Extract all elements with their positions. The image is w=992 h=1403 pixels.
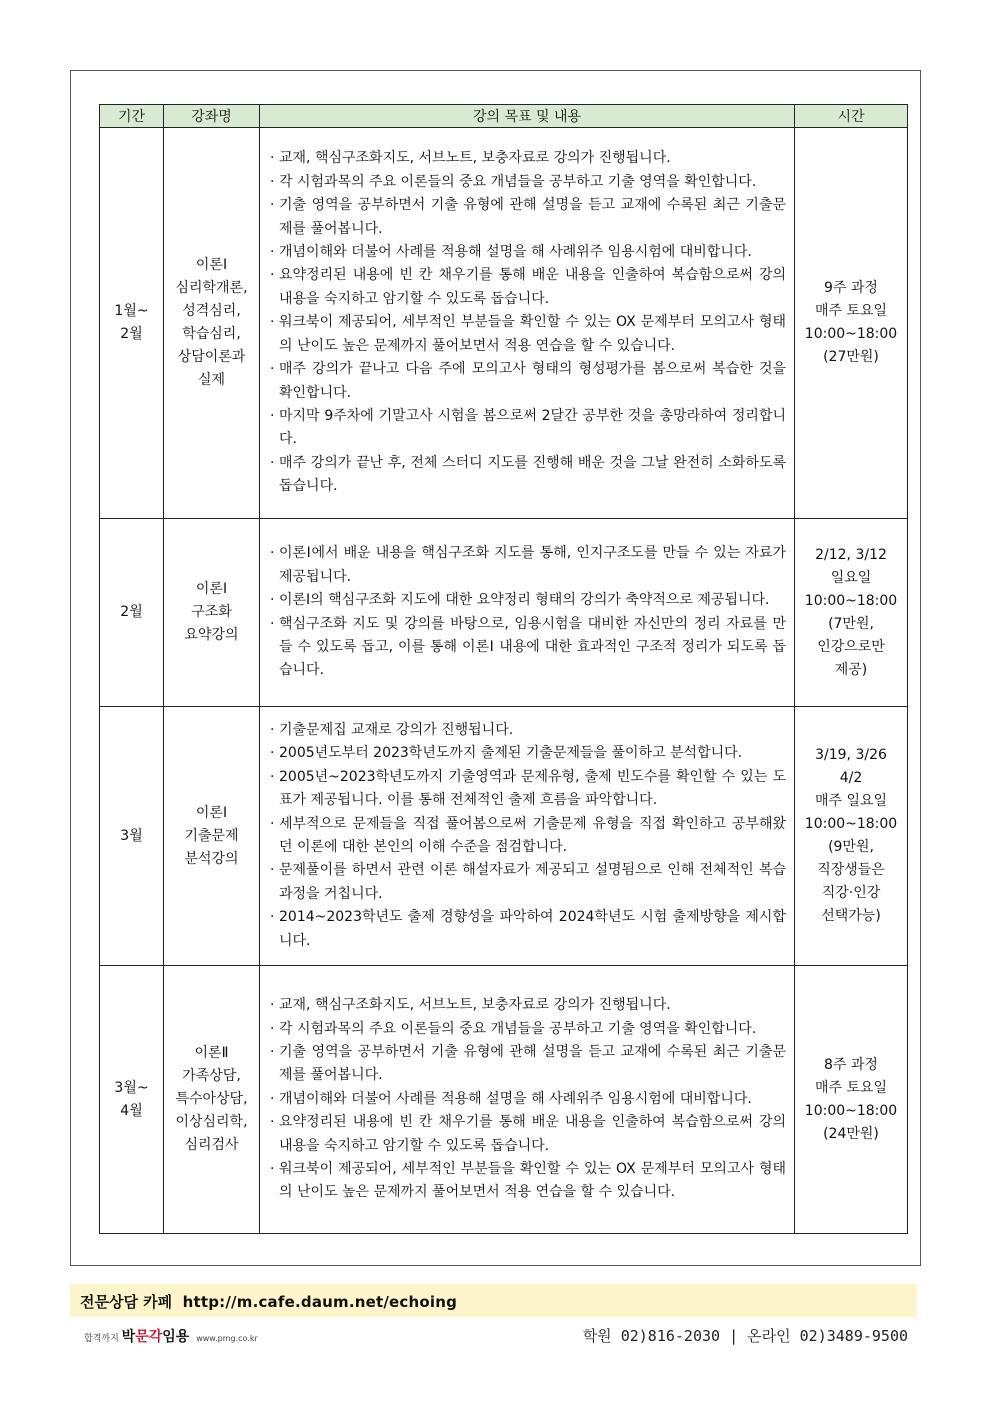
list-item: · 문제풀이를 하면서 관련 이론 해설자료가 제공되고 설명됨으로 인해 전체적인 복습과정을 거칩니다.: [270, 859, 786, 906]
time-text: 제공): [834, 661, 868, 678]
period-text: 3월~: [114, 1079, 149, 1096]
course-cell: [164, 966, 260, 1234]
time-cell: [795, 966, 908, 1234]
course-cell: [164, 707, 260, 966]
period-text: 4월: [120, 1102, 143, 1119]
content-cell: [260, 519, 795, 707]
course-text: 상담이론과: [177, 349, 246, 365]
course-text: 요약강의: [184, 627, 239, 643]
course-text: 이상심리학,: [175, 1114, 248, 1130]
list-item: · 교재, 핵심구조화지도, 서브노트, 보충자료로 강의가 진행됩니다.: [270, 994, 786, 1017]
list-item: · 각 시험과목의 주요 이론들의 중요 개념들을 공부하고 기출 영역을 확인합니다.: [270, 171, 786, 194]
course-text: 가족상담,: [182, 1068, 241, 1084]
time-text: 8주 과정: [824, 1056, 878, 1073]
brand-prefix: 합격까지: [84, 1334, 119, 1344]
list-item: · 기출문제집 교재로 강의가 진행됩니다.: [270, 719, 786, 742]
list-item: · 이론Ⅰ의 핵심구조화 지도에 대한 요약정리 형태의 강의가 축약적으로 제공됩니다.: [270, 589, 786, 612]
content-list: [270, 542, 786, 682]
content-cell: [260, 966, 795, 1234]
table-row: [100, 128, 908, 519]
list-item: · 2014~2023학년도 출제 경향성을 파악하여 2024학년도 시험 출제방향을 제시합니다.: [270, 906, 786, 953]
header-period: 기간: [100, 105, 164, 128]
course-text: 기출문제: [184, 827, 239, 844]
content-list: [270, 719, 786, 953]
list-item: · 교재, 핵심구조화지도, 서브노트, 보충자료로 강의가 진행됩니다.: [270, 147, 786, 170]
time-text: (27만원): [823, 349, 879, 365]
contact-numbers: 학원 02)816-2030 | 온라인 02)3489-9500: [582, 1327, 908, 1345]
time-cell: [795, 519, 908, 707]
course-text: 성격심리,: [182, 303, 241, 319]
list-item: · 기출 영역을 공부하면서 기출 유형에 관해 설명을 듣고 교재에 수록된 최근 기출문제를 풀어봅니다.: [270, 1041, 786, 1088]
time-text: 3/19, 3/26: [815, 747, 887, 763]
course-cell: [164, 128, 260, 519]
time-text: 10:00~18:00: [804, 1102, 898, 1119]
list-item: · 워크북이 제공되어, 세부적인 부분들을 확인할 수 있는 OX 문제부터 모의고사 형태의 난이도 높은 문제까지 풀어보면서 적용 연습을 할 수 있습니다.: [270, 311, 786, 358]
period-cell: [100, 707, 164, 966]
header-time: 시간: [795, 105, 908, 128]
list-item: · 각 시험과목의 주요 이론들의 중요 개념들을 공부하고 기출 영역을 확인합니다.: [270, 1018, 786, 1041]
table-row: [100, 519, 908, 707]
time-text: 매주 토요일: [814, 1079, 888, 1096]
list-item: · 2005년도부터 2023학년도까지 출제된 기출문제들을 풀이하고 분석합니다.: [270, 742, 786, 765]
cafe-link[interactable]: http://m.cafe.daum.net/echoing: [182, 1293, 458, 1311]
time-text: 직장생들은: [817, 862, 885, 878]
time-text: (24만원): [823, 1125, 879, 1142]
list-item: · 핵심구조화 지도 및 강의를 바탕으로, 임용시험을 대비한 자신만의 정리 자료를 만들 수 있도록 돕고, 이를 통해 이론Ⅰ 내용에 대한 효과적인 구조적 정리가 되도록 돕습니다.: [270, 613, 786, 683]
content-list: [270, 994, 786, 1205]
course-cell: [164, 519, 260, 707]
content-cell: [260, 128, 795, 519]
list-item: · 마지막 9주차에 기말고사 시험을 봄으로써 2달간 공부한 것을 총망라하여 정리합니다.: [270, 405, 786, 452]
period-text: 1월~: [114, 303, 149, 319]
content-cell: [260, 707, 795, 966]
table-row: [100, 966, 908, 1234]
time-text: 9주 과정: [824, 280, 878, 296]
list-item: · 개념이해와 더불어 사례를 적용해 설명을 해 사례위주 임용시험에 대비합니다.: [270, 1088, 786, 1111]
course-text: 심리학개론,: [175, 280, 248, 296]
list-item: · 세부적으로 문제들을 직접 풀어봄으로써 기출문제 유형을 직접 확인하고 공부해왔던 이론에 대한 본인의 이해 수준을 점검합니다.: [270, 813, 786, 860]
course-schedule-table: [99, 104, 908, 1234]
header-course: 강좌명: [164, 105, 260, 128]
period-text: 3월: [120, 827, 143, 844]
list-item: · 2005년~2023학년도까지 기출영역과 문제유형, 출제 빈도수를 확인할 수 있는 도표가 제공됩니다. 이를 통해 전체적인 출제 흐름을 파악합니다.: [270, 766, 786, 813]
course-text: 이론Ⅱ: [194, 1045, 229, 1061]
time-text: 선택가능): [821, 908, 881, 924]
brand-site: www.pmg.co.kr: [196, 1334, 258, 1343]
time-text: 매주 일요일: [814, 793, 888, 809]
time-text: 2/12, 3/12: [815, 546, 887, 563]
course-text: 심리검사: [184, 1137, 239, 1153]
time-text: 직강·인강: [821, 885, 881, 901]
time-text: 10:00~18:00: [804, 592, 898, 609]
course-text: 이론Ⅰ: [195, 804, 228, 821]
course-text: 분석강의: [184, 850, 239, 867]
time-text: 10:00~18:00: [804, 326, 898, 342]
list-item: · 요약정리된 내용에 빈 칸 채우기를 통해 배운 내용을 인출하여 복습함으로써 강의 내용을 숙지하고 암기할 수 있도록 돕습니다.: [270, 264, 786, 311]
table-header-row: [100, 105, 908, 128]
list-item: · 매주 강의가 끝나고 다음 주에 모의고사 형태의 형성평가를 봄으로써 복습한 것을 확인합니다.: [270, 358, 786, 405]
cafe-label: 전문상담 카페: [80, 1293, 173, 1311]
course-text: 이론Ⅰ: [195, 257, 228, 273]
time-text: (7만원,: [828, 615, 874, 632]
time-text: 10:00~18:00: [804, 816, 898, 832]
course-text: 실제: [197, 372, 226, 388]
course-text: 구조화: [191, 604, 232, 620]
list-item: · 워크북이 제공되어, 세부적인 부분들을 확인할 수 있는 OX 문제부터 모의고사 형태의 난이도 높은 문제까지 풀어보면서 적용 연습을 할 수 있습니다.: [270, 1158, 786, 1205]
time-text: 매주 토요일: [814, 303, 888, 319]
period-cell: [100, 128, 164, 519]
time-cell: [795, 128, 908, 519]
period-cell: [100, 519, 164, 707]
time-text: 일요일: [830, 569, 872, 586]
time-text: (9만원,: [828, 839, 874, 855]
table-row: [100, 707, 908, 966]
list-item: · 매주 강의가 끝난 후, 전체 스터디 지도를 진행해 배운 것을 그날 완전히 소화하도록 돕습니다.: [270, 452, 786, 499]
list-item: · 개념이해와 더불어 사례를 적용해 설명을 해 사례위주 임용시험에 대비합니다.: [270, 241, 786, 264]
cafe-banner: [70, 1284, 917, 1317]
header-content: 강의 목표 및 내용: [260, 105, 795, 128]
period-text: 2월: [120, 326, 143, 342]
time-text: 4/2: [839, 770, 863, 786]
course-text: 학습심리,: [182, 326, 241, 342]
time-text: 인강으로만: [817, 638, 885, 655]
content-list: [270, 147, 786, 498]
brand-logo: 합격까지 박문각임용 www.pmg.co.kr: [84, 1329, 258, 1345]
course-text: 이론Ⅰ: [195, 581, 228, 597]
time-cell: [795, 707, 908, 966]
list-item: · 기출 영역을 공부하면서 기출 유형에 관해 설명을 듣고 교재에 수록된 최근 기출문제를 풀어봅니다.: [270, 194, 786, 241]
list-item: · 이론Ⅰ에서 배운 내용을 핵심구조화 지도를 통해, 인지구조도를 만들 수 있는 자료가 제공됩니다.: [270, 542, 786, 589]
period-cell: [100, 966, 164, 1234]
list-item: · 요약정리된 내용에 빈 칸 채우기를 통해 배운 내용을 인출하여 복습함으로써 강의 내용을 숙지하고 암기할 수 있도록 돕습니다.: [270, 1111, 786, 1158]
course-text: 특수아상담,: [175, 1091, 248, 1107]
period-text: 2월: [120, 604, 143, 620]
